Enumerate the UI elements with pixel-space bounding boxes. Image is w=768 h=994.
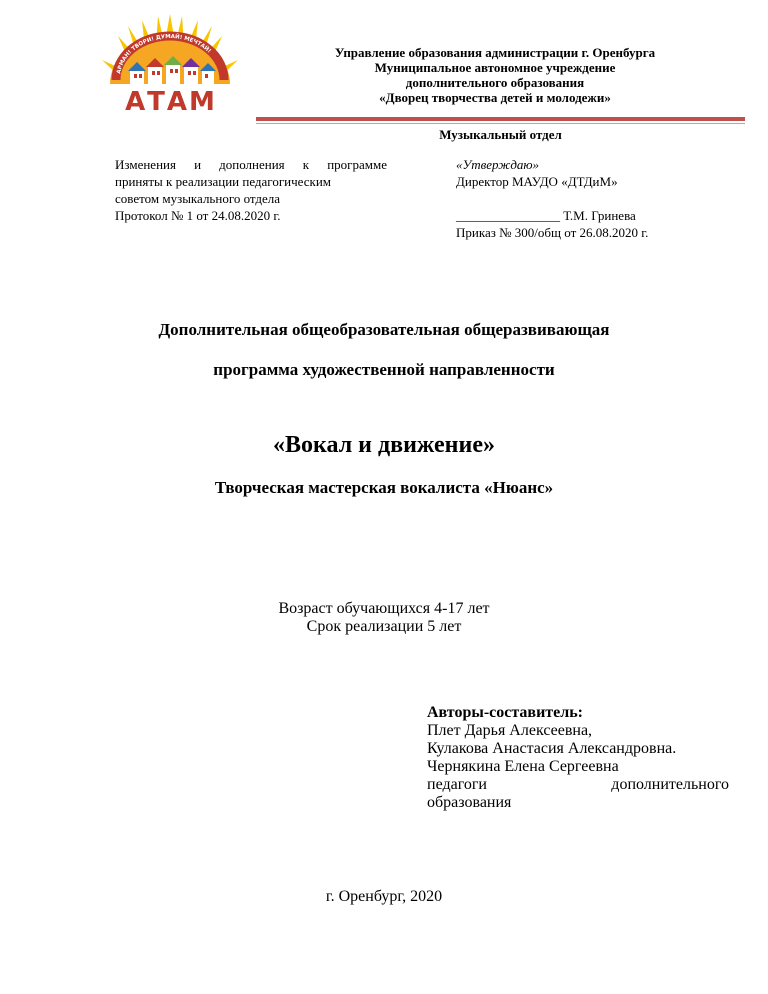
logo-wordmark: АТАМ	[125, 87, 217, 116]
authors-heading: Авторы-составитель:	[427, 704, 584, 721]
program-type-line-1: Дополнительная общеобразовательная общеразвивающая	[158, 320, 610, 339]
institution-logo	[96, 14, 244, 116]
authors-role-line	[427, 776, 729, 794]
implementation-term: Срок реализации 5 лет	[306, 618, 462, 635]
header-divider	[256, 117, 745, 121]
program-title: «Вокал и движение»	[273, 432, 495, 458]
author-name: Плет Дарья Алексеевна,	[427, 722, 593, 739]
role-word: педагоги	[427, 776, 487, 793]
signature-line: ________________ Т.М. Гринева	[456, 208, 636, 223]
program-type-line-2: программа художественной направленности	[213, 360, 555, 379]
logo-sun-icon	[96, 14, 244, 116]
director-title: Директор МАУДО «ДТДиМ»	[456, 174, 618, 189]
logo-arc-text: АРМАН! ТВОРИ! ДУМАЙ! МЕЧТАЙ!	[116, 33, 212, 75]
authors-role-line-2: образования	[427, 794, 512, 811]
approve-label: «Утверждаю»	[456, 157, 540, 172]
org-line: «Дворец творчества детей и молодежи»	[379, 90, 611, 105]
header-divider-thin	[256, 123, 745, 124]
authors-block	[427, 704, 729, 812]
order-line: Приказ № 300/общ от 26.08.2020 г.	[456, 225, 649, 240]
approval-line: приняты к реализации педагогическим	[115, 174, 332, 189]
approval-line: Изменения и дополнения к программе	[115, 157, 387, 172]
program-details	[0, 600, 768, 636]
author-name: Кулакова Анастасия Александровна.	[427, 740, 677, 757]
role-word: дополнительного	[611, 776, 729, 793]
council-approval-block	[115, 156, 387, 224]
director-approval-block	[456, 156, 756, 241]
student-age: Возраст обучающихся 4-17 лет	[278, 600, 490, 617]
department-name: Музыкальный отдел	[439, 127, 562, 142]
city-year: г. Оренбург, 2020	[325, 888, 443, 905]
org-line: Муниципальное автономное учреждение	[374, 60, 616, 75]
org-line: дополнительного образования	[405, 75, 585, 90]
org-line: Управление образования администрации г. Оренбурга	[334, 45, 656, 60]
program-subtitle: Творческая мастерская вокалиста «Нюанс»	[214, 478, 554, 497]
author-name: Чернякина Елена Сергеевна	[427, 758, 619, 775]
protocol-line: Протокол № 1 от 24.08.2020 г.	[115, 208, 281, 223]
approval-line: советом музыкального отдела	[115, 191, 281, 206]
organization-header	[255, 45, 735, 105]
